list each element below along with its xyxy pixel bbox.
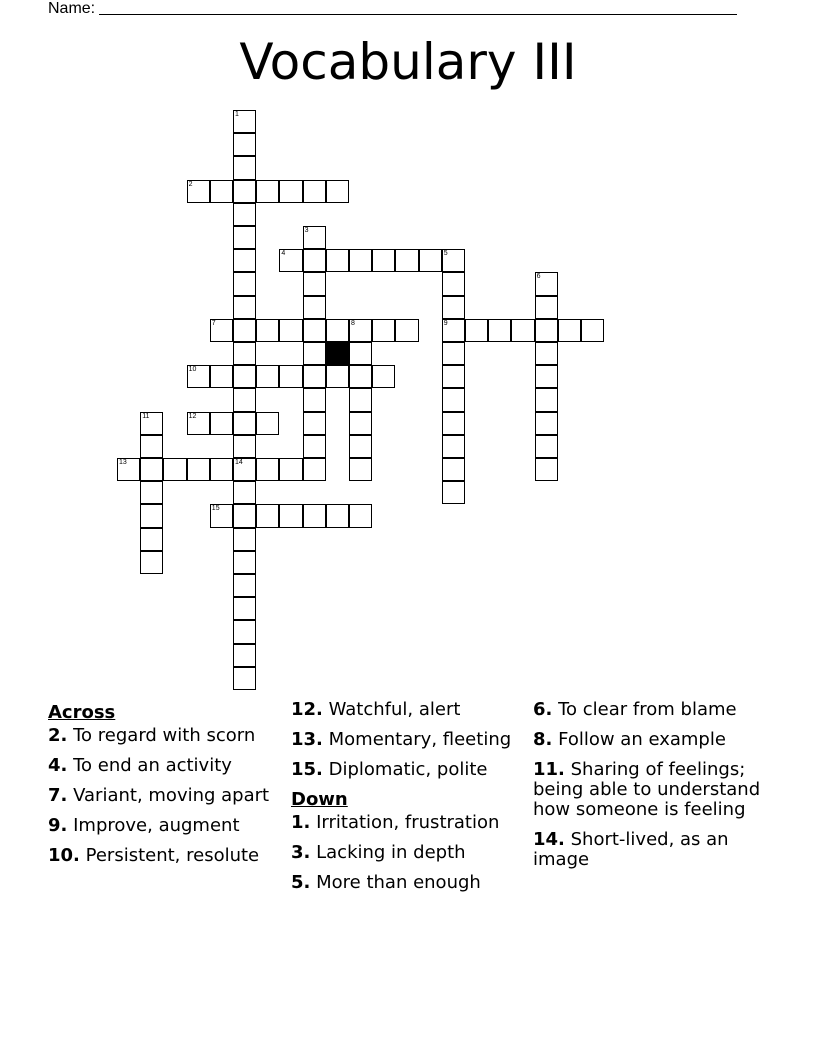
crossword-cell[interactable]	[442, 365, 465, 388]
clue-number-label: 15	[211, 505, 220, 513]
clue-number-label: 2	[188, 180, 193, 188]
crossword-cell[interactable]	[349, 249, 372, 272]
crossword-cell[interactable]	[140, 551, 163, 574]
crossword-cell[interactable]	[233, 319, 256, 342]
clue-number: 5.	[291, 872, 311, 893]
clue-number-label: 5	[443, 250, 448, 258]
crossword-cell[interactable]	[233, 180, 256, 203]
clue-number-label: 1	[235, 111, 239, 118]
crossword-cell[interactable]	[233, 551, 256, 574]
clue-down-1	[291, 813, 523, 833]
crossword-cell[interactable]	[233, 435, 256, 458]
crossword-cell[interactable]	[256, 412, 279, 435]
clue-down-11	[533, 760, 773, 820]
crossword-cell[interactable]	[581, 319, 604, 342]
clue-down-3	[291, 843, 523, 863]
crossword-cell[interactable]	[233, 226, 256, 249]
crossword-cell[interactable]	[535, 342, 558, 365]
crossword-cell[interactable]	[210, 412, 233, 435]
crossword-cell[interactable]	[210, 365, 233, 388]
crossword-cell[interactable]	[140, 504, 163, 527]
black-cell	[326, 342, 349, 365]
crossword-cell[interactable]	[233, 481, 256, 504]
crossword-cell[interactable]	[233, 203, 256, 226]
crossword-cell[interactable]	[117, 458, 140, 481]
crossword-cell[interactable]	[279, 365, 302, 388]
crossword-cell[interactable]	[442, 481, 465, 504]
crossword-cell[interactable]	[210, 458, 233, 481]
crossword-cell[interactable]	[303, 249, 326, 272]
clue-text: More than enough	[316, 872, 481, 893]
crossword-cell[interactable]	[279, 180, 302, 203]
clue-text: Irritation, frustration	[316, 812, 500, 833]
clue-column-3	[533, 700, 773, 880]
crossword-cell[interactable]	[210, 504, 233, 527]
crossword-cell[interactable]	[233, 644, 256, 667]
clue-text: Improve, augment	[73, 815, 240, 836]
crossword-cell[interactable]	[233, 574, 256, 597]
clue-number: 15.	[291, 759, 323, 780]
clue-column-1	[48, 700, 280, 876]
crossword-cell[interactable]	[442, 249, 465, 272]
down-heading: Down	[291, 789, 348, 810]
crossword-cell[interactable]	[535, 296, 558, 319]
crossword-cell[interactable]	[279, 249, 302, 272]
crossword-cell[interactable]	[233, 620, 256, 643]
clue-text: Persistent, resolute	[85, 845, 260, 866]
clue-number: 8.	[533, 729, 553, 750]
crossword-cell[interactable]	[140, 435, 163, 458]
crossword-cell[interactable]	[303, 435, 326, 458]
clue-text: Variant, moving apart	[73, 785, 270, 806]
crossword-cell[interactable]	[442, 319, 465, 342]
crossword-cell[interactable]	[535, 365, 558, 388]
clue-list-col1	[48, 726, 280, 866]
clue-text: To regard with scorn	[73, 725, 256, 746]
crossword-cell[interactable]	[326, 365, 349, 388]
clue-across-9	[48, 816, 280, 836]
crossword-cell[interactable]	[303, 412, 326, 435]
crossword-cell[interactable]	[303, 342, 326, 365]
crossword-cell[interactable]	[535, 435, 558, 458]
clue-number: 12.	[291, 699, 323, 720]
crossword-cell[interactable]	[233, 528, 256, 551]
crossword-cell[interactable]	[279, 458, 302, 481]
crossword-cell[interactable]	[233, 296, 256, 319]
crossword-cell[interactable]	[372, 249, 395, 272]
clue-down-5	[291, 873, 523, 893]
crossword-cell[interactable]	[442, 296, 465, 319]
clue-text: Diplomatic, polite	[328, 759, 488, 780]
clue-number: 13.	[291, 729, 323, 750]
crossword-cell[interactable]	[349, 412, 372, 435]
across-heading: Across	[48, 702, 116, 723]
crossword-cell[interactable]	[326, 249, 349, 272]
clue-across-2	[48, 726, 280, 746]
clue-number-label: 13	[119, 459, 127, 466]
crossword-cell[interactable]	[349, 319, 372, 342]
crossword-cell[interactable]	[442, 342, 465, 365]
crossword-cell[interactable]	[163, 458, 186, 481]
clue-number: 14.	[533, 829, 565, 850]
crossword-cell[interactable]	[233, 365, 256, 388]
crossword-cell[interactable]	[210, 180, 233, 203]
crossword-cell[interactable]	[233, 249, 256, 272]
clue-across-12	[291, 700, 523, 720]
crossword-cell[interactable]	[349, 365, 372, 388]
crossword-cell[interactable]	[465, 319, 488, 342]
crossword-cell[interactable]	[488, 319, 511, 342]
clue-text: Short-lived, as an image	[533, 829, 729, 870]
clue-number-label: 12	[188, 412, 197, 420]
crossword-cell[interactable]	[303, 319, 326, 342]
crossword-cell[interactable]	[442, 458, 465, 481]
crossword-cell[interactable]	[256, 504, 279, 527]
crossword-cell[interactable]	[349, 388, 372, 411]
crossword-cell[interactable]	[535, 388, 558, 411]
clue-number: 7.	[48, 785, 68, 806]
clue-number-label: 6	[536, 273, 541, 281]
name-label: Name:	[48, 0, 96, 17]
name-field[interactable]	[48, 0, 737, 18]
clue-number: 10.	[48, 845, 80, 866]
crossword-cell[interactable]	[535, 412, 558, 435]
crossword-cell[interactable]	[442, 272, 465, 295]
crossword-cell[interactable]	[279, 504, 302, 527]
clue-text: Watchful, alert	[328, 699, 461, 720]
crossword-cell[interactable]	[233, 504, 256, 527]
clue-text: Follow an example	[558, 729, 726, 750]
crossword-cell[interactable]	[303, 296, 326, 319]
crossword-cell[interactable]	[442, 412, 465, 435]
crossword-cell[interactable]	[256, 365, 279, 388]
crossword-cell[interactable]	[326, 180, 349, 203]
name-underline[interactable]	[99, 0, 737, 15]
crossword-cell[interactable]	[303, 180, 326, 203]
clue-number: 9.	[48, 815, 68, 836]
crossword-cell[interactable]	[187, 458, 210, 481]
clue-down-6	[533, 700, 773, 720]
crossword-cell[interactable]	[326, 504, 349, 527]
crossword-cell[interactable]	[140, 528, 163, 551]
crossword-cell[interactable]	[140, 481, 163, 504]
crossword-cell[interactable]	[279, 319, 302, 342]
crossword-cell[interactable]	[303, 365, 326, 388]
clue-number-label: 14	[235, 459, 243, 466]
crossword-cell[interactable]	[233, 388, 256, 411]
crossword-cell[interactable]	[535, 272, 558, 295]
clue-down-8	[533, 730, 773, 750]
clue-across-4	[48, 756, 280, 776]
crossword-cell[interactable]	[395, 249, 418, 272]
clue-text: Sharing of feelings; being able to understand how someone is feeling	[533, 759, 761, 820]
clue-number-label: 8	[351, 319, 355, 327]
crossword-cell[interactable]	[442, 388, 465, 411]
clue-number-label: 7	[211, 319, 216, 327]
page-title: Vocabulary III	[239, 33, 577, 91]
clue-across-13	[291, 730, 523, 750]
crossword-cell[interactable]	[349, 458, 372, 481]
clue-number: 6.	[533, 699, 553, 720]
clue-number: 4.	[48, 755, 68, 776]
crossword-cell[interactable]	[140, 412, 163, 435]
clue-number-label: 9	[443, 319, 448, 327]
clue-number-label: 11	[142, 412, 150, 420]
crossword-cell[interactable]	[303, 272, 326, 295]
crossword-cell[interactable]	[419, 249, 442, 272]
clue-number: 3.	[291, 842, 311, 863]
clue-across-15	[291, 760, 523, 780]
clue-number-label: 10	[188, 366, 197, 374]
crossword-cell[interactable]	[233, 597, 256, 620]
crossword-cell[interactable]	[210, 319, 233, 342]
crossword-cell[interactable]	[349, 504, 372, 527]
clue-across-7	[48, 786, 280, 806]
crossword-cell[interactable]	[349, 342, 372, 365]
clue-column-2	[291, 700, 523, 903]
clue-number: 11.	[533, 759, 565, 780]
crossword-cell[interactable]	[233, 156, 256, 179]
crossword-cell[interactable]	[372, 319, 395, 342]
clue-text: Lacking in depth	[316, 842, 466, 863]
clue-number: 2.	[48, 725, 68, 746]
crossword-cell[interactable]	[349, 435, 372, 458]
crossword-cell[interactable]	[256, 458, 279, 481]
crossword-cell[interactable]	[303, 504, 326, 527]
crossword-cell[interactable]	[535, 458, 558, 481]
clue-text: To clear from blame	[558, 699, 737, 720]
crossword-cell[interactable]	[303, 388, 326, 411]
crossword-cell[interactable]	[256, 180, 279, 203]
crossword-cell[interactable]	[233, 412, 256, 435]
crossword-cell[interactable]	[395, 319, 418, 342]
crossword-cell[interactable]	[372, 365, 395, 388]
crossword-cell[interactable]	[233, 133, 256, 156]
crossword-cell[interactable]	[233, 272, 256, 295]
clue-text: To end an activity	[73, 755, 232, 776]
crossword-cell[interactable]	[187, 412, 210, 435]
crossword-cell[interactable]	[233, 458, 256, 481]
clue-text: Momentary, fleeting	[328, 729, 512, 750]
crossword-cell[interactable]	[535, 319, 558, 342]
crossword-cell[interactable]	[233, 667, 256, 690]
crossword-cell[interactable]	[303, 458, 326, 481]
clue-across-10	[48, 846, 280, 866]
crossword-cell[interactable]	[187, 365, 210, 388]
crossword-cell[interactable]	[233, 110, 256, 133]
crossword-cell[interactable]	[233, 342, 256, 365]
crossword-cell[interactable]	[187, 180, 210, 203]
crossword-cell[interactable]	[256, 319, 279, 342]
crossword-cell[interactable]	[442, 435, 465, 458]
crossword-cell[interactable]	[140, 458, 163, 481]
crossword-cell[interactable]	[511, 319, 534, 342]
clue-number: 1.	[291, 812, 311, 833]
clue-number-label: 3	[304, 227, 309, 234]
crossword-cell[interactable]	[558, 319, 581, 342]
crossword-cell[interactable]	[303, 226, 326, 249]
crossword-cell[interactable]	[326, 319, 349, 342]
clue-down-14	[533, 830, 773, 870]
clue-number-label: 4	[281, 250, 286, 258]
